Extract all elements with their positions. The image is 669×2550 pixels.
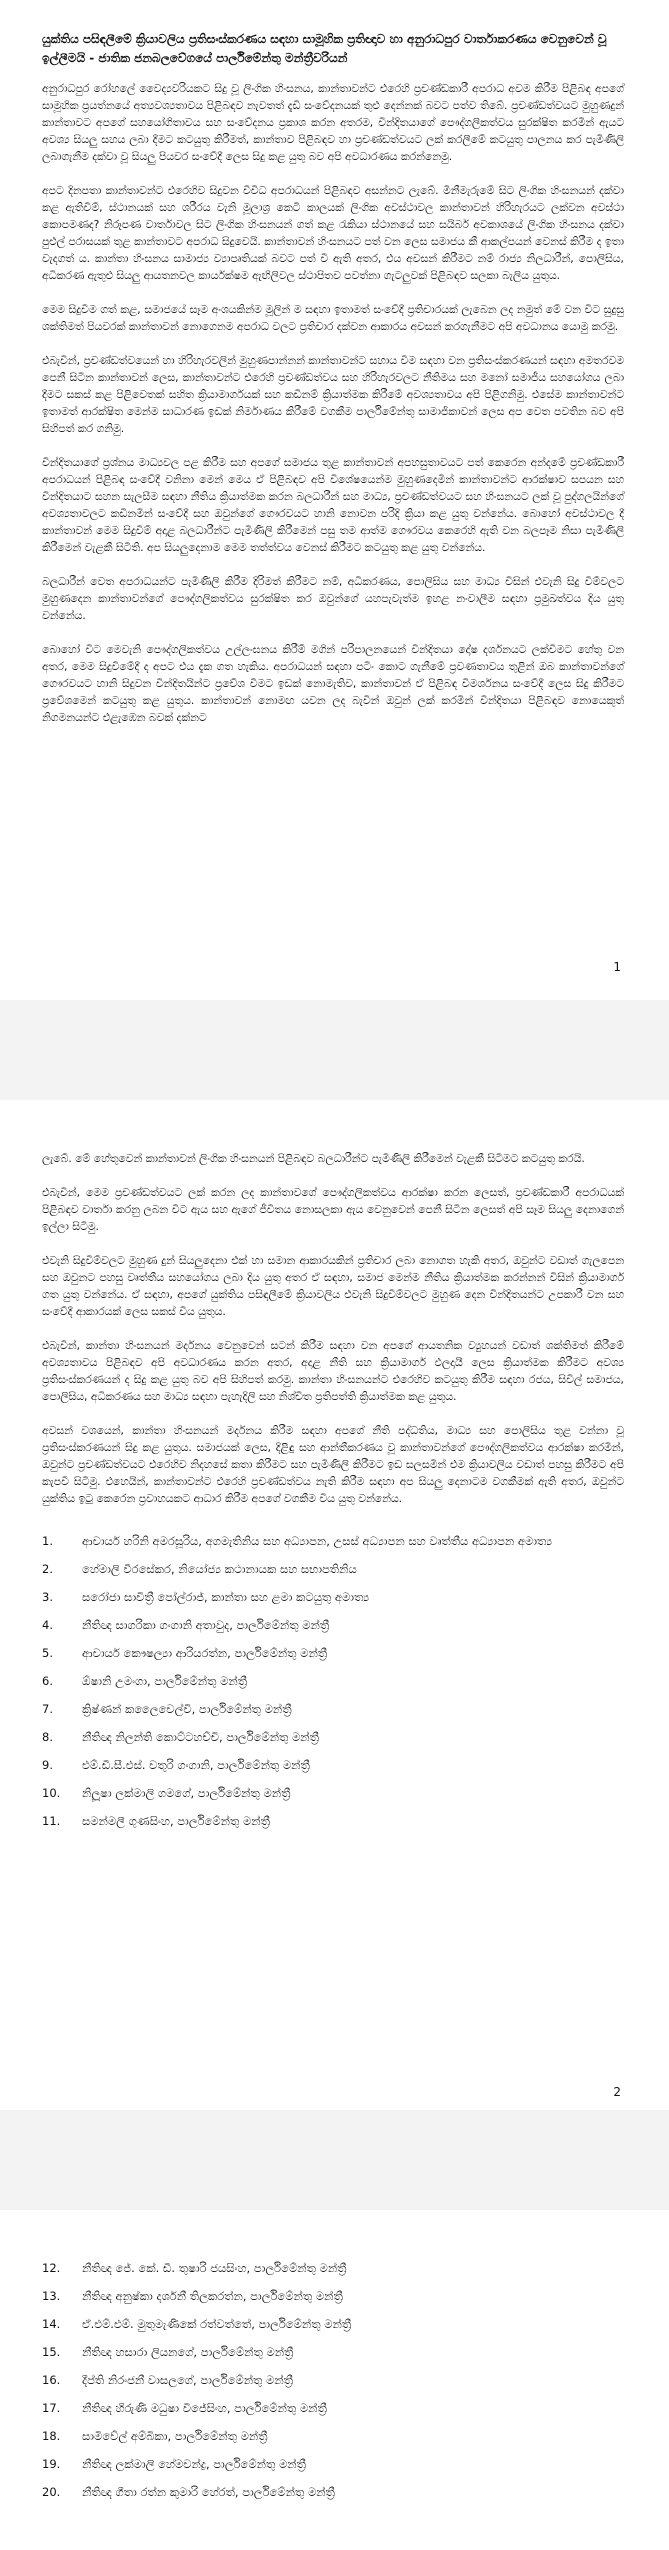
signatory-name: නීතිඥ ගීතා රත්න කුමාරි හේරත්, පාර්ලිමේන්තු මන්ත්‍රී bbox=[82, 2485, 335, 2499]
signatory-name: නීතිඥ හසාරා ලියනගේ, පාර්ලිමේන්තු මන්ත්‍රී bbox=[82, 2345, 294, 2359]
signatory-name: හේමාලි වීරසේකර, නියෝජ්‍ය කථානායක සහ සභාපතිනිය bbox=[82, 1562, 357, 1576]
signatory-name: නිලූෂා ලක්මාලි ගමගේ, පාර්ලිමේන්තු මන්ත්‍රී bbox=[82, 1786, 291, 1800]
signatory-item bbox=[42, 1673, 624, 1689]
signatory-list bbox=[42, 1533, 624, 1829]
signatory-number: 16. bbox=[42, 2373, 61, 2387]
signatory-item bbox=[42, 2372, 624, 2388]
signatory-item bbox=[42, 1785, 624, 1801]
signatory-number: 5. bbox=[42, 1646, 53, 1660]
signatory-item bbox=[42, 2260, 624, 2276]
signatory-number: 19. bbox=[42, 2457, 61, 2471]
page-1-paragraph-2: අපට දිනපතා කාන්තාවන්ට එරෙහිව සිදුවන විවිධ අපරාධයන් පිළිබඳව අසන්නට ලැබේ. මිනීමැරුමේ සිට ලිංගික හිංසනයන් දක්වා කළ ඇතිවීම්, ස්ථානයක් සහ ශරීරය වැනි මූලාශ්‍ර කෙටි කාලයක් ලිංගික අවස්ථාවල කාන්තාවන් හිරිහැරයට ලක්වන අවස්ථා කොපමණද? නිරූපණ වාර්තාවල සිට ලිංගික හිංසනයන් ගත් කළ රැකියා ස්ථානයේ සහ සයිබර් අවකාශයේ ලිංගික හිංසනය දක්වා පුළුල් පරාසයක් තුළ කාන්තාවට අපරාධ සිදුවෙයි. කාන්තාවන් හිංසනයට පත් වන ලෙස සමාජය කී ආකල්පයන් වෙනස් කිරීම ද ඉතා වැදගත් ය. කාන්තා හිංසනය සාමාජ්‍ය ව්‍යාපෘතියක් බවට පත් වී ඇති අතර, එය අවසන් කිරීමට නම් රාජ්‍ය නිලධාරීන්, පොලිසිය, අධිකරණ ඇතුළු සියලු ආයතනවල කාර්යක්ෂම ඇඟිලිවල ස්ථාපිතව පවත්නා ගැටලුවක් පිළිබඳව සලකා බැලිය යුතුය. bbox=[42, 184, 624, 282]
signatory-item bbox=[42, 2484, 624, 2500]
signatory-item bbox=[42, 1561, 624, 1577]
signatory-name: නීතිඥ නිලන්ති කොට්ටහච්චි, පාර්ලිමේන්තු මන්ත්‍රී bbox=[82, 1730, 319, 1744]
signatory-item bbox=[42, 2428, 624, 2444]
signatory-number: 1. bbox=[42, 1534, 53, 1548]
signatory-name: සාමිවේල් අම්බිකා, පාර්ලිමේන්තු මන්ත්‍රී bbox=[82, 2429, 268, 2443]
signatory-number: 7. bbox=[42, 1702, 53, 1716]
signatory-number: 13. bbox=[42, 2289, 61, 2303]
document-page-1 bbox=[0, 0, 669, 1000]
signatory-name: දීප්ති නිරංජනී වාසලගේ, පාර්ලිමේන්තු මන්ත්‍රී bbox=[82, 2373, 293, 2387]
signatory-number: 9. bbox=[42, 1758, 53, 1772]
signatory-list bbox=[42, 2260, 624, 2500]
signatory-number: 17. bbox=[42, 2401, 61, 2415]
signatory-number: 12. bbox=[42, 2261, 61, 2275]
signatory-number: 3. bbox=[42, 1590, 53, 1604]
signatory-item bbox=[42, 1729, 624, 1745]
page-1-content bbox=[42, 30, 624, 743]
signatory-number: 10. bbox=[42, 1786, 61, 1800]
page-3-content bbox=[42, 2260, 624, 2512]
page-separator bbox=[0, 2110, 669, 2210]
page-number: 1 bbox=[613, 960, 621, 974]
document-page-3 bbox=[0, 2210, 669, 2550]
page-1-paragraph-5: වින්දිතයාගේ ප්‍රශ්නය මාධ්‍යවල පළ කිරීම සහ අපගේ සමාජය තුළ කාන්තාවන් අපහසුතාවයට පත් කෙරෙන අන්දමේ ප්‍රචණ්ඩකාරී අපරාධයන් පිළිබඳ සංවේදී වනිනා මෙන් මෙය ඒ පිළිබඳව අපි විශේෂයෙන්ම මුහුණදෙමින් කාන්තාවන්ට ආරක්ෂාව සපයන සහ වින්දිතයාට සහන සැලසීම සඳහා නීතිය ක්‍රියාත්මක කරන බලධාරීන් සහ මාධ්‍ය, ප්‍රචණ්ඩත්වයට සහ හිංසනයට ලක් වූ පුද්ගලයින්ගේ අවශ්‍යතාවලට කඩිනමින් සංවේදී සහ ඔවුන්ගේ ගෞරවයට හානි නොවන පරිදි ක්‍රියා කළ යුතු වන්නේය. බොහෝ අවස්ථාවල දී කාන්තාවන් මෙම සිදුවීම් අදාළ බලධාරීන්ට පැමිණිලි කිරීමෙන් පසු තම ආත්ම ගෞරවය කෙරෙහි ඇති වන බලපෑම නිසා පැමිණිලි කිරීමෙන් වැළකී සිටිති. අප සියලුදෙනාම මෙම තත්ත්වය වෙනස් කිරීමට කටයුතු කළ යුතු වන්නේය. bbox=[42, 456, 624, 554]
signatory-number: 15. bbox=[42, 2345, 61, 2359]
document-title: යුක්තිය පසිඳලීමේ ක්‍රියාවලිය ප්‍රතිසංස්කරණය සඳහා සාමූහික ප්‍රතිඥාව හා අනුරාධපුර වාර්තාකරණය වෙනුවෙන් වූ ඉල්ලීමයි - ජාතික ජනබලවේගයේ පාර්ලිමේන්තු මන්ත්‍රීවරියන් bbox=[42, 32, 607, 65]
page-1-paragraph-1: අනුරාධපුර රෝහලේ වෛද්‍යවරියකට සිදු වූ ලිංගික හිංසනය, කාන්තාවන්ට එරෙහි ප්‍රචණ්ඩකාරී අපරාධ අවම කිරීම පිළිබඳ අපගේ සාමූහික ප්‍රයත්නයේ අත්‍යවශ්‍යතාවය පිළිබඳව නැවතත් දැඩි සංවේදනයක් තුළු දෙන්නක් බවට පත්ව තිබේ. ප්‍රචණ්ඩත්වයට මුහුණදුන් කාන්තාවට අපගේ සහයෝගිතාවය සහ සංවේදනය ප්‍රකාශ කරන අතරම, වින්දිතයාගේ පෞද්ගලිකත්වය සුරක්ෂිත කරමින් ඇයට අවශ්‍ය සියලු සහය ලබා දීමට කටයුතු කිරීමත්, කාන්තාව පිළිබඳව හා ප්‍රචණ්ඩත්වයට ලක් කරලීමේ කටයුතු පාලනය කර පැමිණිලි ලබාගැනීම දක්වා වූ සියලු පියවර සංවේදී ලෙස සිදු කළ යුතු බව අපි අවධාරණය කරන්නෙමු. bbox=[42, 82, 624, 163]
signatory-number: 18. bbox=[42, 2429, 61, 2443]
signatory-item bbox=[42, 2316, 624, 2332]
signatory-item bbox=[42, 2344, 624, 2360]
page-1-paragraph-3: මෙම සිදුවීම ගත් කළ, සමාජයේ සෑම අංශයකින්ම මූලින් ම සඳහා ඉතාමත් සංවේදී ප්‍රතිචාරයක් ලැබෙන ලද නමුත් මේ වන විට සුදුසු ශක්තිමත් පියවරක් කාන්තාවන් නොගෙනම අපරාධ වලට ප්‍රතිචාර දක්වන ආකාරය අවසන් කරගැනීමට අපි අවධානය යොමු කරමු. bbox=[42, 303, 624, 333]
signatory-name: ක්‍රිෂ්ණන් කලෛචෙල්වි, පාර්ලිමේන්තු මන්ත්‍රී bbox=[82, 1702, 292, 1716]
signatory-name: සරෝජා සාවිත්‍රී පෝල්රාජ්, කාන්තා සහ ළමා කටයුතු අමාත්‍ය bbox=[82, 1590, 370, 1604]
signatory-number: 6. bbox=[42, 1674, 53, 1688]
signatory-number: 4. bbox=[42, 1618, 53, 1632]
page-separator bbox=[0, 1000, 669, 1100]
page-2-paragraph-1: ලැබේ. මේ හේතුවෙන් කාන්තාවන් ලිංගික හිංසනයන් පිළිබඳව බලධාරීන්ට පැමිණිලි කිරීමෙන් වැළකී සිටීමට කටයුතු කරයි. bbox=[42, 1152, 585, 1165]
page-2-paragraph-5: අවසන් වශයෙන්, කාන්තා හිංසනයන් මර්දනය කිරීම සඳහා අපගේ නීති පද්ධතිය, මාධ්‍ය සහ පොලිසිය තුළ වන්නා වූ ප්‍රතිසංස්කරණයන් සිදු කළ යුතුය. සමාජයක් ලෙස, දිළිඳු සහ ආන්තීකරණය වූ කාන්තාවන්ගේ පෞද්ගලිකත්වය ආරක්ෂා කරමින්, ඔවුන්ට ප්‍රචණ්ඩත්වයට එරෙහිව නිදහසේ කතා කිරීමට සහ පැමිණිලි කිරීමට ඉඩ සලසමින් එම ක්‍රියාවලිය වඩාත් පහසු කිරීමට අපි කැපවී සිටිමු. එහෙයින්, කාන්තාවන්ට එරෙහි ප්‍රචණ්ඩත්වය නැති කිරීම සඳහා අප සියලු දෙනාටම වගකීමක් ඇති අතර, ඔවුන්ට යුක්තිය ඉටු කෙරෙන ප්‍රවාහයකට ආධාර කිරීම අපගේ වගකීම විය යුතු වන්නේය. bbox=[42, 1424, 624, 1505]
signatory-item bbox=[42, 1617, 624, 1633]
page-2-content bbox=[42, 1150, 624, 1841]
page-2-paragraph-4: එබැවින්, කාන්තා හිංසනයන් මර්දනය වෙනුවෙන් සටන් කිරීම සඳහා වන අපගේ ආයතනික ව්‍යුහයන් වඩාත් ශක්තිමත් කිරීමේ අවශ්‍යතාවය පිළිබඳව අපි අවධාරණය කරන අතර, අදාළ නීති සහ ක්‍රියාමාර්ග ඵලදායී ලෙස ක්‍රියාත්මක කිරීමට අවශ්‍ය ප්‍රතිසංස්කරණයන් ද සිදු කළ යුතු බව අපි සිහිපත් කරමු. කාන්තා හිංසනයන්ට එරෙහිව කටයුතු කිරීම සඳහා රජය, සිවිල් සමාජය, පොලිසිය, අධිකරණය සහ මාධ්‍ය සඳහා පැහැදිලි සහ නිශ්චිත ප්‍රතිපත්ති ක්‍රියාත්මක කළ යුතුය. bbox=[42, 1339, 624, 1403]
signatory-item bbox=[42, 2400, 624, 2416]
signatory-item bbox=[42, 2288, 624, 2304]
page-2-paragraph-2: එබැවින්, මෙම ප්‍රචණ්ඩත්වයට ලක් කරන ලද කාන්තාවගේ පෞද්ගලිකත්වය ආරක්ෂා කරන ලෙසත්, ප්‍රචණ්ඩකාරී අපරාධයක් පිළිබඳව වාර්තා කරනු ලබන විට ඇය සහ ඇගේ ජීවිතය නොසලකා ඇය වෙනුවෙන් පෙනී සිටින ලෙසත් අපි සෑම සියලු දෙනාගෙන් ඉල්ලා සිටිමු. bbox=[42, 1186, 624, 1233]
page-number: 2 bbox=[613, 2085, 621, 2099]
page-2-paragraph-3: එවැනි සිදුවීම්වලට මුහුණ දුන් සියලුදෙනා එක් හා සමාන ආකාරයකින් ප්‍රතිචාර ලබා නොගත හැකි අතර, ඔවුන්ට වඩාත් ගැලපෙන සහ ඔවුනට පහසු වෘත්තීය සහයෝගය ලබා දිය යුතු අතර ඒ සඳහා, සමාජ මෙන්ම නීතිය ක්‍රියාත්මක කරන්නන් විසින් ක්‍රියාමාර්ග ගත යුතු වන්නේය. ඒ සඳහා, අපගේ යුක්තිය පසිඳලීමේ ක්‍රියාවලිය එවැනි සිදුවීම්වලට මුහුණ දෙන වින්දිතයන්ට උපකාරී වන සහ සංවේදී ආකාරයක් ලෙස සකස් විය යුතුය. bbox=[42, 1254, 624, 1318]
signatory-item bbox=[42, 1589, 624, 1605]
signatory-item bbox=[42, 1645, 624, 1661]
signatory-number: 11. bbox=[42, 1814, 61, 1828]
signatory-name: ඕෂානි උමංගා, පාර්ලිමේන්තු මන්ත්‍රී bbox=[82, 1674, 248, 1688]
signatory-number: 14. bbox=[42, 2317, 61, 2331]
signatory-name: නීතිඥ ජේ. කේ. ඩී. තුෂාරි ජයසිංහ, පාර්ලිමේන්තු මන්ත්‍රී bbox=[82, 2261, 347, 2275]
signatory-item bbox=[42, 1813, 624, 1829]
signatory-name: එම්.ඩී.සී.එස්. චතුරි ගංගානි, පාර්ලිමේන්තු මන්ත්‍රී bbox=[82, 1758, 310, 1772]
page-1-paragraph-6: බලධාරීන් වෙත අපරාධයන්ට පැමිණිලි කිරීම දිරිමත් කිරීමට නම්, අධිකරණය, පොලිසිය සහ මාධ්‍ය විසින් එවැනි සිදු වීම්වලට මුහුණදෙන කාන්තාවන්ගේ පෞද්ගලිකත්වය සුරක්ෂිත කර ඔවුන්ගේ යහපැවැත්ම ඉහළ නංවාලීම සඳහා ප්‍රමුඛත්වය දිය යුතු වන්නේය. bbox=[42, 575, 624, 622]
signatory-name: ඒ.එම්.එම්. මුතුමැණිකේ රත්වත්තේ, පාර්ලිමේන්තු මන්ත්‍රී bbox=[82, 2317, 352, 2331]
signatory-name: නීතිඥ හිරුණි මධුෂා විජේසිංහ, පාර්ලිමේන්තු මන්ත්‍රී bbox=[82, 2401, 327, 2415]
signatory-item bbox=[42, 2456, 624, 2472]
signatory-number: 20. bbox=[42, 2485, 61, 2499]
signatory-name: සමන්මලී ගුණසිංහ, පාර්ලිමේන්තු මන්ත්‍රී bbox=[82, 1814, 270, 1828]
signatory-name: ආචාර්ය කෞෂල්‍යා ආරියරත්න, පාර්ලිමේන්තු මන්ත්‍රී bbox=[82, 1646, 328, 1660]
page-1-paragraph-4: එබැවින්, ප්‍රචණ්ඩත්වයෙන් හා හිරිහැරවලින් මුහුණපාන්නන් කාන්තාවන්ට සහාය වීම සඳහා වන ප්‍රතිසංස්කරණයන් සඳහා අමතරවම පෙනී සිටින කාන්තාවන් ලෙස, කාන්තාවන්ට එරෙහි ප්‍රචණ්ඩත්වය සහ හිරිහැරවලට නීතිමය සහ මනෝ සමාජීය සහයෝගය ලබා දීමට සකස් කළ පිළිවෙතක් සහිත ක්‍රියාමාර්ගයක් සහ කඩිනම් ක්‍රියාත්මක කිරීමේ අවශ්‍යතාවය අපි පිළිගනිමු. එසේම කාන්තාවන්ට ඉතාමත් ආරක්ෂිත මෙන්ම සාධාරණ ඉඩක් නිර්මාණය කිරීමේ වගකීම පාර්ලිමේන්තු සාමාජිකාවන් ලෙස අප වෙත පවතින බව අපි සිහිපත් කර ගනිමු. bbox=[42, 354, 624, 435]
signatory-item bbox=[42, 1757, 624, 1773]
signatory-name: ආචාර්ය හරිනි අමරසූරිය, අගමැතිනිය සහ අධ්‍යාපන, උසස් අධ්‍යාපන සහ වෘත්තීය අධ්‍යාපන අමාත්‍ය bbox=[82, 1534, 553, 1548]
signatory-number: 8. bbox=[42, 1730, 53, 1744]
document-page-2 bbox=[0, 1100, 669, 2110]
signatory-number: 2. bbox=[42, 1562, 53, 1576]
signatory-name: නීතිඥ සාගරිකා ගංගානි අතාවුද, පාර්ලිමේන්තු මන්ත්‍රී bbox=[82, 1618, 330, 1632]
signatory-item bbox=[42, 1701, 624, 1717]
signatory-name: නීතිඥ අනුෂ්කා දර්ශනී තිලකරත්න, පාර්ලිමේන්තු මන්ත්‍රී bbox=[82, 2289, 343, 2303]
page-1-paragraph-7: බොහෝ විට මෙවැනි පෞද්ගලිකත්වය උල්ලංඝනය කිරීම් මගින් පරිපාලනයෙන් වින්දිතයා දෝෂ දර්ශනයට ලක්වීමට හේතු වන අතර, මෙම සිදුවීමේදී ද අපට එය දැක ගත හැකිය. අපරාධයන් සඳහා පටිං කොට ගැනීමේ ප්‍රවණතාවය තුළින් ඔබ කාන්තාවන්ගේ ගෞරවයට හානි සිදුවන වින්දිතයින්ට ප්‍රවේශ වීමට ඉඩක් නොමැතිව, කාන්තාවන් ඒ පිළිබඳ විමර්ශනය සංවේදී ලෙස සිදු කිරීමට ප්‍රවේශමෙන් කටයුතු කළ යුතුය. කාන්තාවන් නොමඟ යවන ලද බැවින් ඔවුන් ලක් කරමින් වින්දිතයා පිළිබඳව නොයෙකුත් නිගමනයන්ට එළැඹෙන බවක් දක්නට bbox=[42, 643, 624, 724]
signatory-name: නීතිඥ ලක්මාලි හේමචන්ද්‍ර, පාර්ලිමේන්තු මන්ත්‍රී bbox=[82, 2457, 306, 2471]
signatory-item bbox=[42, 1533, 624, 1549]
